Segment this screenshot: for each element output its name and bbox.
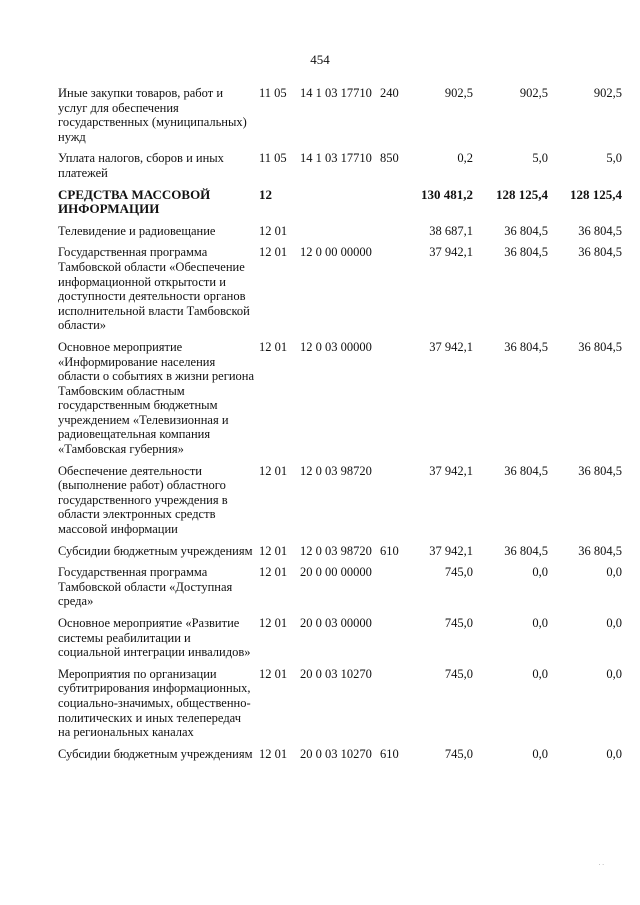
row-amount-3: 36 804,5 — [578, 245, 622, 260]
table-row — [0, 565, 640, 609]
scan-mark: . . — [598, 859, 604, 867]
row-section-code: 12 01 — [259, 223, 288, 238]
row-target-code: 12 0 03 98720 — [300, 543, 372, 558]
row-target-code: 12 0 03 00000 — [300, 339, 372, 354]
row-expense-type-code: 850 — [380, 151, 399, 166]
row-amount-3: 0,0 — [606, 616, 622, 630]
row-name: Иные закупки товаров, работ и услуг для обеспечения государственных (муниципальных) нужд — [58, 86, 247, 144]
table-row — [0, 544, 640, 559]
row-amount-2: 0,0 — [532, 565, 548, 580]
row-amount-1: 130 481,2 — [421, 186, 473, 202]
row-section-code: 12 01 — [259, 339, 288, 354]
row-name: Обеспечение деятельности (выполнение работ) областного государственного учреждения в области электронных средств массовой информации — [58, 463, 228, 537]
row-amount-1: 902,5 — [444, 86, 473, 100]
row-name: Субсидии бюджетным учреждениям — [58, 543, 253, 558]
row-target-code: 20 0 00 00000 — [300, 565, 372, 580]
row-name: СРЕДСТВА МАССОВОЙ ИНФОРМАЦИИ — [58, 186, 211, 217]
row-section-code: 11 05 — [259, 151, 287, 166]
row-name: Телевидение и радиовещание — [58, 223, 216, 238]
row-amount-3: 36 804,5 — [578, 463, 622, 478]
table-row — [0, 747, 640, 762]
row-amount-3: 0,0 — [606, 666, 622, 681]
table-row — [0, 151, 640, 180]
row-amount-2: 36 804,5 — [504, 245, 548, 260]
row-amount-1: 0,2 — [457, 151, 473, 166]
row-name: Государственная программа Тамбовской области «Доступная среда» — [58, 565, 233, 609]
budget-table — [0, 86, 640, 768]
row-amount-2: 36 804,5 — [504, 543, 548, 558]
row-amount-3: 5,0 — [606, 151, 622, 166]
row-amount-1: 37 942,1 — [429, 543, 473, 558]
row-target-code: 14 1 03 17710 — [300, 86, 372, 100]
row-target-code: 14 1 03 17710 — [300, 151, 372, 166]
row-amount-2: 5,0 — [532, 151, 548, 166]
row-expense-type-code: 610 — [380, 746, 399, 761]
row-target-code: 20 0 03 10270 — [300, 746, 372, 761]
table-row — [0, 224, 640, 239]
row-amount-3: 902,5 — [593, 86, 622, 100]
row-name: Основное мероприятие «Развитие системы реабилитации и социальной интеграции инвалидов» — [58, 616, 251, 660]
row-amount-3: 36 804,5 — [578, 223, 622, 238]
row-amount-1: 37 942,1 — [429, 245, 473, 260]
row-amount-2: 0,0 — [532, 616, 548, 630]
row-amount-2: 36 804,5 — [504, 463, 548, 478]
row-target-code: 12 0 00 00000 — [300, 245, 372, 260]
row-amount-2: 0,0 — [532, 746, 548, 761]
table-row — [0, 667, 640, 740]
row-name: Субсидии бюджетным учреждениям — [58, 746, 253, 761]
row-amount-2: 36 804,5 — [504, 223, 548, 238]
row-section-code: 12 01 — [259, 746, 288, 761]
row-amount-3: 128 125,4 — [570, 186, 622, 202]
row-target-code: 20 0 03 00000 — [300, 616, 372, 630]
row-section-code: 12 01 — [259, 463, 288, 478]
row-amount-3: 0,0 — [606, 746, 622, 761]
table-row — [0, 616, 640, 660]
row-amount-1: 745,0 — [444, 666, 473, 681]
row-expense-type-code: 610 — [380, 543, 399, 558]
row-amount-1: 38 687,1 — [429, 223, 473, 238]
row-amount-3: 36 804,5 — [578, 543, 622, 558]
table-row — [0, 188, 640, 217]
row-target-code: 20 0 03 10270 — [300, 666, 372, 681]
row-amount-2: 36 804,5 — [504, 339, 548, 354]
row-name: Основное мероприятие «Информирование населения области о событиях в жизни региона Тамбовским областным государственным бюджетным учреждением «Телевизионная и радиовещательная компания «Тамбовская губерния» — [58, 339, 255, 457]
row-amount-1: 745,0 — [444, 616, 473, 630]
row-section-code: 11 05 — [259, 86, 287, 100]
table-row — [0, 340, 640, 457]
row-section-code: 12 01 — [259, 616, 288, 630]
row-amount-1: 745,0 — [444, 746, 473, 761]
row-section-code: 12 01 — [259, 565, 288, 580]
row-section-code: 12 — [259, 186, 272, 202]
row-name: Государственная программа Тамбовской области «Обеспечение информационной открытости и доступности деятельности органов исполнительной власти Тамбовской области» — [58, 245, 250, 333]
table-row — [0, 464, 640, 537]
row-amount-1: 37 942,1 — [429, 339, 473, 354]
row-section-code: 12 01 — [259, 245, 288, 260]
row-target-code: 12 0 03 98720 — [300, 463, 372, 478]
row-amount-1: 745,0 — [444, 565, 473, 580]
row-amount-3: 36 804,5 — [578, 339, 622, 354]
row-amount-3: 0,0 — [606, 565, 622, 580]
row-amount-2: 0,0 — [532, 666, 548, 681]
row-expense-type-code: 240 — [380, 86, 399, 100]
row-amount-1: 37 942,1 — [429, 463, 473, 478]
table-row — [0, 86, 640, 144]
row-section-code: 12 01 — [259, 666, 288, 681]
row-name: Уплата налогов, сборов и иных платежей — [58, 151, 224, 180]
row-amount-2: 902,5 — [519, 86, 548, 100]
page-number: 454 — [310, 52, 330, 67]
row-name: Мероприятия по организации субтитрирования информационных, социально-значимых, общественно-политических и иных телепередач на региональных каналах — [58, 666, 251, 740]
row-section-code: 12 01 — [259, 543, 288, 558]
row-amount-2: 128 125,4 — [496, 186, 548, 202]
table-row — [0, 245, 640, 333]
